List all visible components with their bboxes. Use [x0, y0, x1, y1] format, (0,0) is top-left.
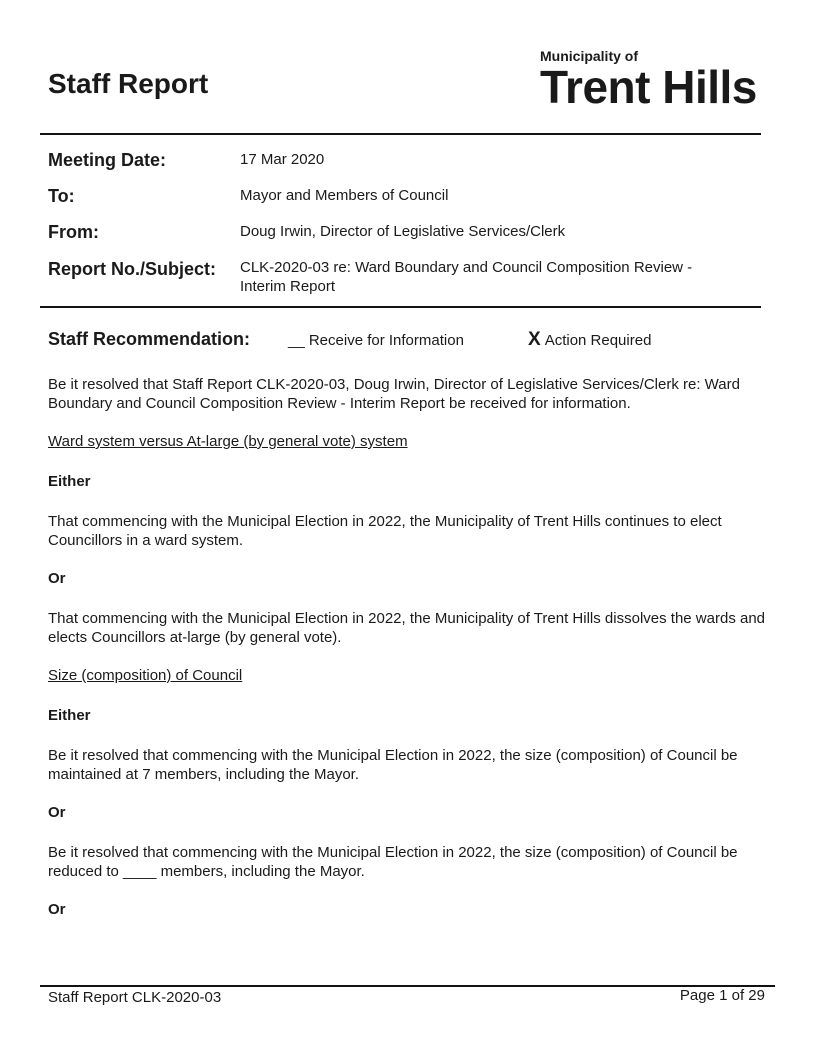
action-required-option [528, 329, 651, 351]
at-large-option-paragraph: That commencing with the Municipal Election in 2022, the Municipality of Trent Hills dissolves the wards and elects Councillors at-large (by general vote). [48, 610, 766, 646]
either-label-2: Either [48, 707, 91, 724]
or-label-1: Or [48, 570, 66, 587]
from-label: From: [48, 222, 99, 242]
or-label-2: Or [48, 804, 66, 821]
municipality-logo [540, 48, 757, 113]
ward-system-heading: Ward system versus At-large (by general vote) system [48, 433, 408, 450]
meeting-date-value: 17 Mar 2020 [240, 151, 325, 168]
maintain-size-paragraph: Be it resolved that commencing with the Municipal Election in 2022, the size (composition) of Council be maintained at 7 members, including the Mayor. [48, 747, 738, 783]
recommendation-label: Staff Recommendation: [48, 329, 251, 349]
meeting-date-label: Meeting Date: [48, 150, 167, 170]
header-rule [40, 133, 761, 135]
reduce-size-paragraph: Be it resolved that commencing with the Municipal Election in 2022, the size (composition) of Council be reduced to ____ members, including the Mayor. [48, 844, 738, 880]
or-label-3: Or [48, 901, 66, 918]
footer-page-number: Page 1 of 29 [679, 987, 765, 1004]
action-required-mark: X [528, 329, 541, 350]
meta-rule [40, 306, 761, 308]
council-size-heading: Size (composition) of Council [48, 667, 243, 684]
footer-rule [40, 985, 775, 987]
resolution-paragraph: Be it resolved that Staff Report CLK-2020-03, Doug Irwin, Director of Legislative Services/Clerk re: Ward Boundary and Council Composition Review - Interim Report be received for information. [48, 376, 740, 412]
ward-option-paragraph: That commencing with the Municipal Election in 2022, the Municipality of Trent Hills continues to elect Councillors in a ward system. [48, 513, 722, 549]
either-label-1: Either [48, 473, 91, 490]
subject-value: CLK-2020-03 re: Ward Boundary and Council Composition Review - Interim Report [240, 259, 693, 295]
receive-for-information-option: __ Receive for Information [288, 332, 464, 349]
to-value: Mayor and Members of Council [240, 187, 449, 204]
from-value: Doug Irwin, Director of Legislative Services/Clerk [240, 223, 566, 240]
logo-big-text: Trent Hills [540, 61, 757, 113]
subject-label: Report No./Subject: [48, 259, 217, 279]
page-title: Staff Report [48, 68, 209, 99]
footer-report-number: Staff Report CLK-2020-03 [48, 989, 222, 1006]
action-required-label: Action Required [544, 332, 652, 349]
to-label: To: [48, 186, 75, 206]
logo-small-text: Municipality of [540, 48, 638, 64]
